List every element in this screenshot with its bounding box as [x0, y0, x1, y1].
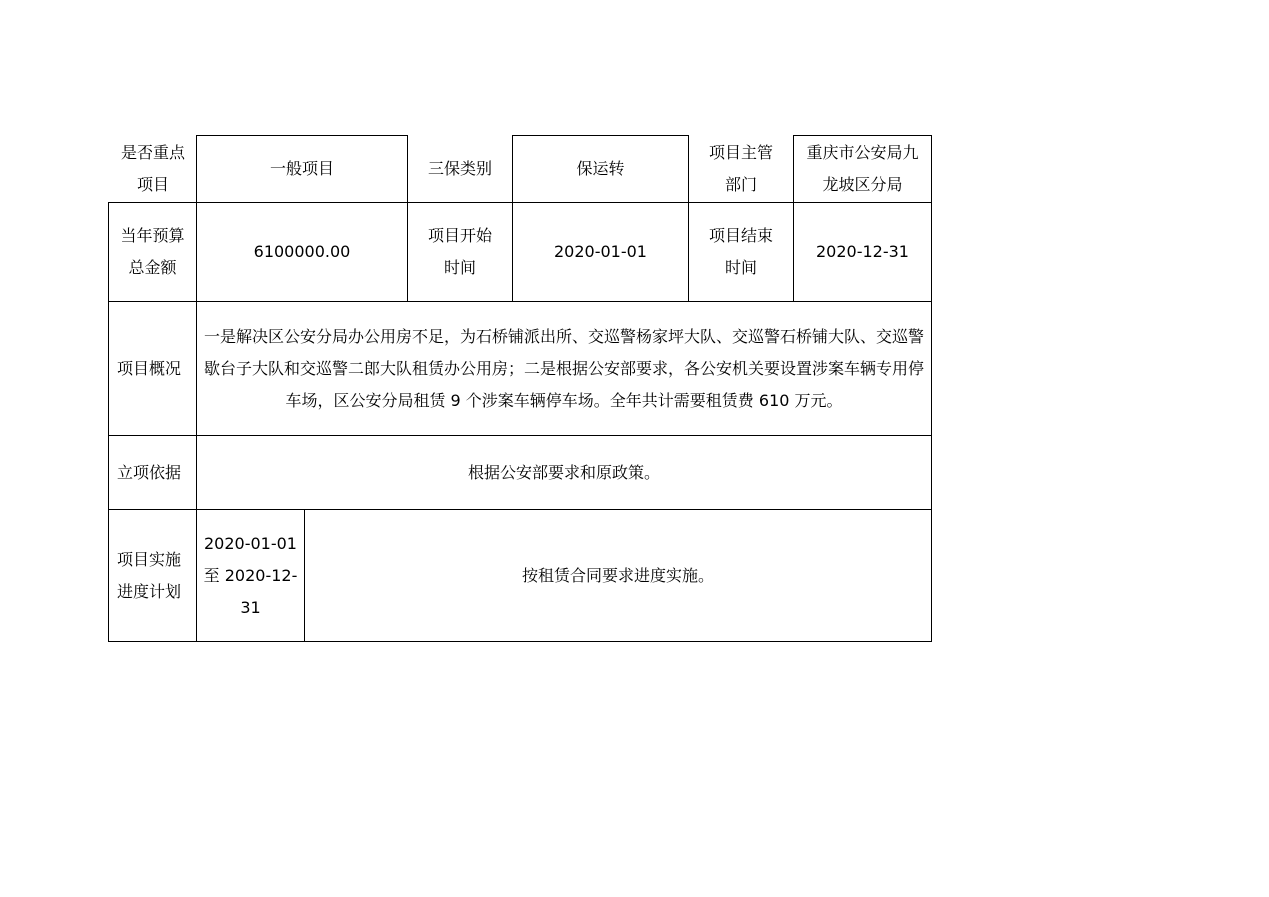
- plan-label-text: 项目实施进度计划: [117, 549, 182, 601]
- category-label: [408, 136, 512, 202]
- budget-value: [197, 203, 407, 301]
- start-time-value-text: 2020-01-01: [554, 242, 647, 261]
- plan-value: [305, 510, 931, 641]
- start-time-label: [408, 203, 512, 301]
- budget-value-text: 6100000.00: [253, 242, 351, 261]
- dept-label: [689, 136, 793, 202]
- basis-label-text: 立项依据: [117, 462, 182, 482]
- column-divider: [931, 135, 932, 642]
- key-project-label: [113, 136, 193, 202]
- dept-label-text: 项目主管部门: [708, 143, 773, 194]
- row-divider: [108, 641, 932, 642]
- plan-value-text: 按租赁合同要求进度实施。: [521, 565, 714, 585]
- category-value: [513, 136, 688, 202]
- key-project-value: [197, 136, 407, 202]
- basis-label: [109, 436, 196, 509]
- end-time-label: [689, 203, 793, 301]
- overview-value-text: 一是解决区公安分局办公用房不足，为石桥铺派出所、交巡警杨家坪大队、交巡警石桥铺大队、交巡警歇台子大队和交巡警二郎大队租赁办公用房；二是根据公安部要求，各公安机关要设置涉案车辆专用停车场，区公安分局租赁 9 个涉案车辆停车场。全年共计需要租赁费 610 万元。: [203, 326, 924, 410]
- overview-value: [197, 302, 931, 435]
- basis-value: [197, 436, 931, 509]
- category-value-text: 保运转: [576, 159, 625, 178]
- end-time-label-text: 项目结束时间: [708, 226, 773, 277]
- plan-period-text: 2020-01-01 至 2020-12-31: [203, 533, 298, 617]
- end-time-value: [794, 203, 931, 301]
- end-time-value-text: 2020-12-31: [816, 242, 909, 261]
- budget-label: [109, 203, 196, 301]
- start-time-value: [513, 203, 688, 301]
- plan-period: [197, 510, 304, 641]
- category-label-text: 三保类别: [427, 159, 492, 178]
- dept-value-text: 重庆市公安局九龙坡区分局: [806, 143, 919, 194]
- key-project-label-text: 是否重点项目: [120, 143, 185, 194]
- plan-label: [109, 510, 196, 641]
- basis-value-text: 根据公安部要求和原政策。: [467, 462, 660, 482]
- start-time-label-text: 项目开始时间: [427, 226, 492, 277]
- key-project-value-text: 一般项目: [269, 159, 334, 178]
- dept-value: [794, 136, 931, 202]
- overview-label: [109, 302, 196, 435]
- budget-label-text: 当年预算总金额: [120, 226, 185, 277]
- overview-label-text: 项目概况: [117, 358, 182, 378]
